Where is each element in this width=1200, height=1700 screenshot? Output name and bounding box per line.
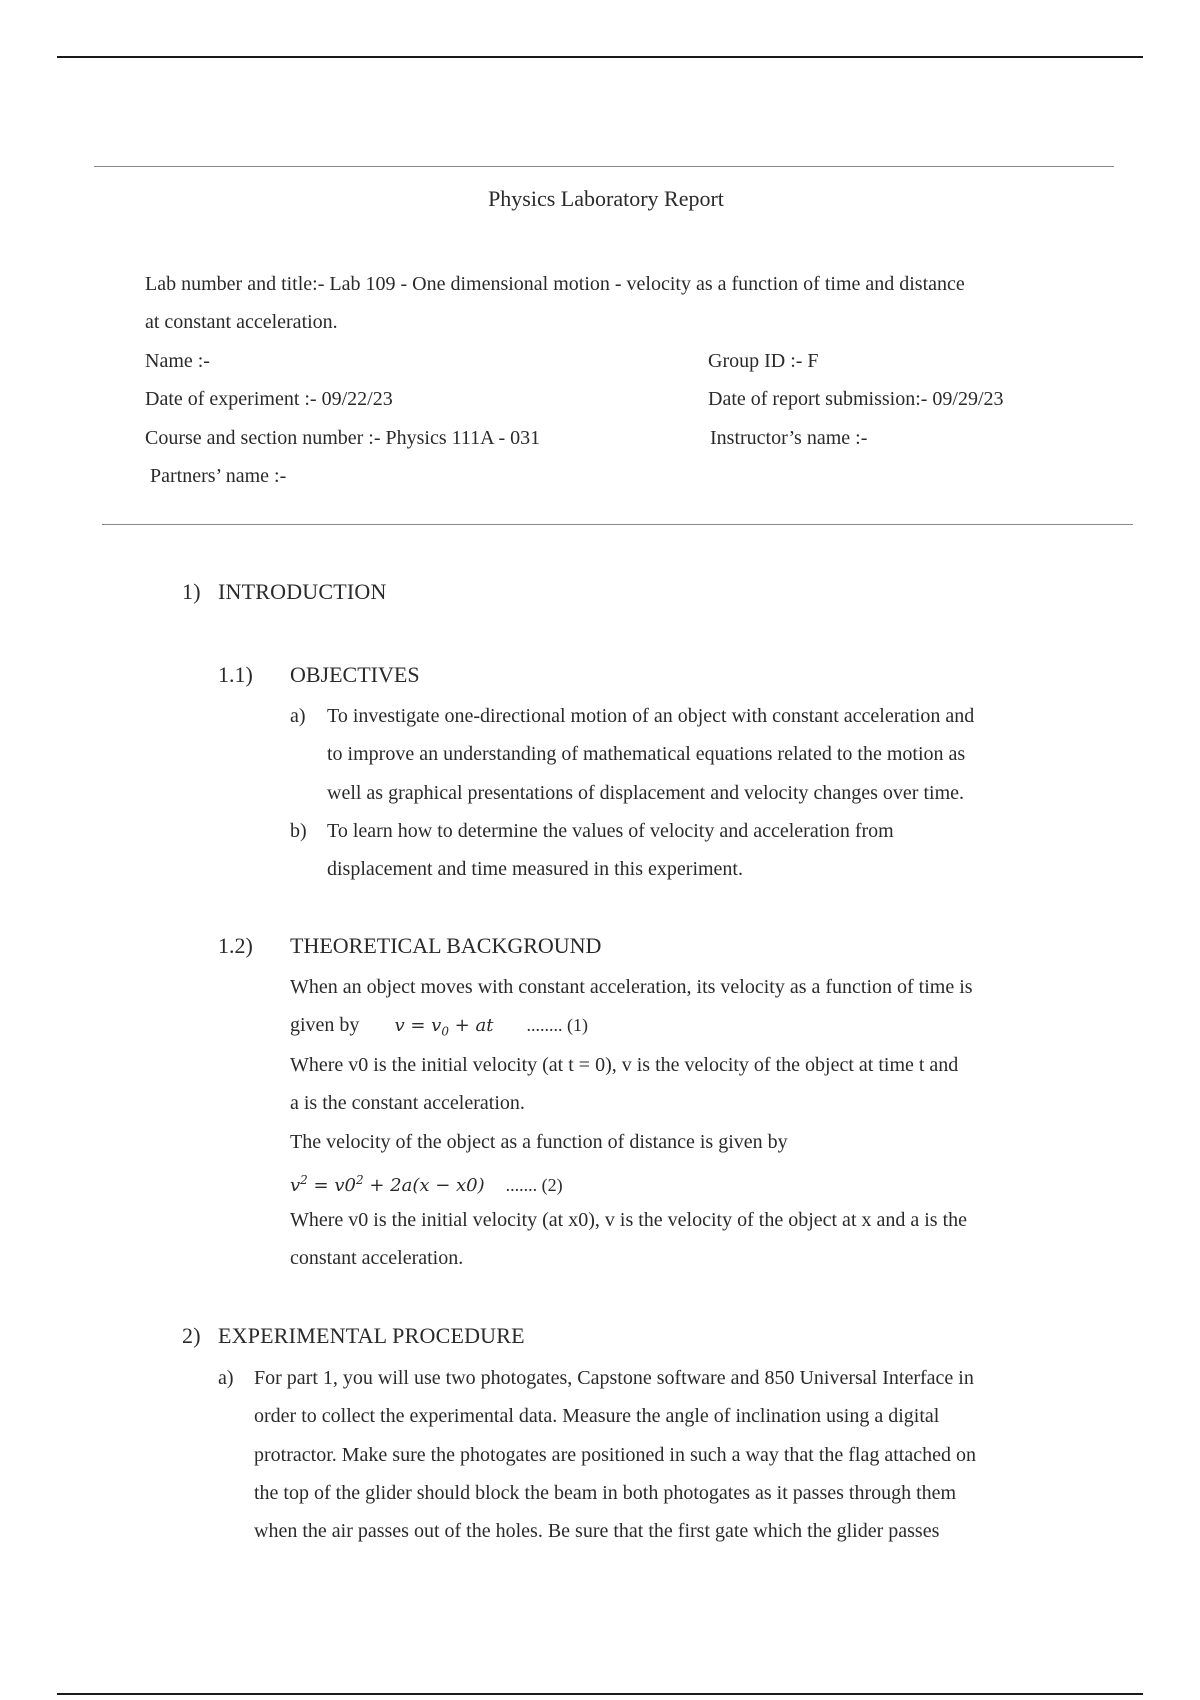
procedure-line-4: the top of the glider should block the beam in both photogates as it passes through them [254, 1482, 957, 1504]
section-1-heading: INTRODUCTION [218, 579, 387, 604]
equation-1-number: ........ (1) [526, 1015, 588, 1035]
theory-line-6 [290, 1168, 563, 1198]
partners-name: Partners’ name :- [150, 465, 287, 487]
lab-title-line-1: Lab number and title:- Lab 109 - One dimensional motion - velocity as a function of time and distance [145, 273, 965, 295]
equation-2-number: ....... (2) [505, 1175, 563, 1195]
theory-line-4: a is the constant acceleration. [290, 1092, 525, 1114]
procedure-line-2: order to collect the experimental data. Measure the angle of inclination using a digital [254, 1405, 940, 1427]
top-page-rule [57, 56, 1143, 58]
bottom-page-rule [57, 1693, 1143, 1695]
theory-line-2 [290, 1013, 588, 1044]
section-2-heading: EXPERIMENTAL PROCEDURE [218, 1323, 525, 1348]
header-bottom-rule [102, 524, 1133, 525]
objective-a-line-3: well as graphical presentations of displacement and velocity changes over time. [327, 782, 965, 804]
section-1-2-number: 1.2) [218, 933, 253, 958]
objective-b-line-2: displacement and time measured in this experiment. [327, 858, 743, 880]
theory-line-3: Where v0 is the initial velocity (at t = 0), v is the velocity of the object at time t and [290, 1054, 959, 1076]
section-1-number: 1) [182, 579, 201, 604]
section-2-number: 2) [182, 1323, 201, 1348]
theory-line-7: Where v0 is the initial velocity (at x0), v is the velocity of the object at x and a is the [290, 1209, 968, 1231]
procedure-line-1: For part 1, you will use two photogates, Capstone software and 850 Universal Interface in [254, 1367, 974, 1389]
course-section: Course and section number :- Physics 111A - 031 [145, 427, 541, 449]
theory-line-1: When an object moves with constant acceleration, its velocity as a function of time is [290, 976, 973, 998]
objective-a-marker: a) [290, 705, 306, 727]
theory-line-5: The velocity of the object as a function of distance is given by [290, 1131, 788, 1153]
section-1-1-heading: OBJECTIVES [290, 662, 420, 687]
group-id-field: Group ID :- F [708, 350, 819, 372]
instructor-name: Instructor’s name :- [710, 427, 868, 449]
equation-1: $v = v_0$ + at [394, 1015, 494, 1039]
equation-2: $v^2 = v0^2 + 2a(x - x0)$ [290, 1173, 485, 1196]
objective-b-line-1: To learn how to determine the values of velocity and acceleration from [327, 820, 894, 842]
page-title: Physics Laboratory Report [488, 186, 724, 211]
procedure-a-marker: a) [218, 1367, 234, 1389]
name-field: Name :- [145, 350, 210, 372]
objective-a-line-2: to improve an understanding of mathematical equations related to the motion as [327, 743, 966, 765]
lab-title-line-2: at constant acceleration. [145, 311, 338, 333]
section-1-2-heading: THEORETICAL BACKGROUND [290, 933, 602, 958]
procedure-line-3: protractor. Make sure the photogates are positioned in such a way that the flag attached on [254, 1444, 976, 1466]
theory-given-by: given by [290, 1014, 360, 1036]
section-1-1-number: 1.1) [218, 662, 253, 687]
date-of-submission: Date of report submission:- 09/29/23 [708, 388, 1004, 410]
theory-line-8: constant acceleration. [290, 1247, 464, 1269]
procedure-line-5: when the air passes out of the holes. Be sure that the first gate which the glider passes [254, 1520, 940, 1542]
objective-b-marker: b) [290, 820, 307, 842]
objective-a-line-1: To investigate one-directional motion of an object with constant acceleration and [327, 705, 975, 727]
date-of-experiment: Date of experiment :- 09/22/23 [145, 388, 393, 410]
header-top-rule [94, 166, 1114, 167]
